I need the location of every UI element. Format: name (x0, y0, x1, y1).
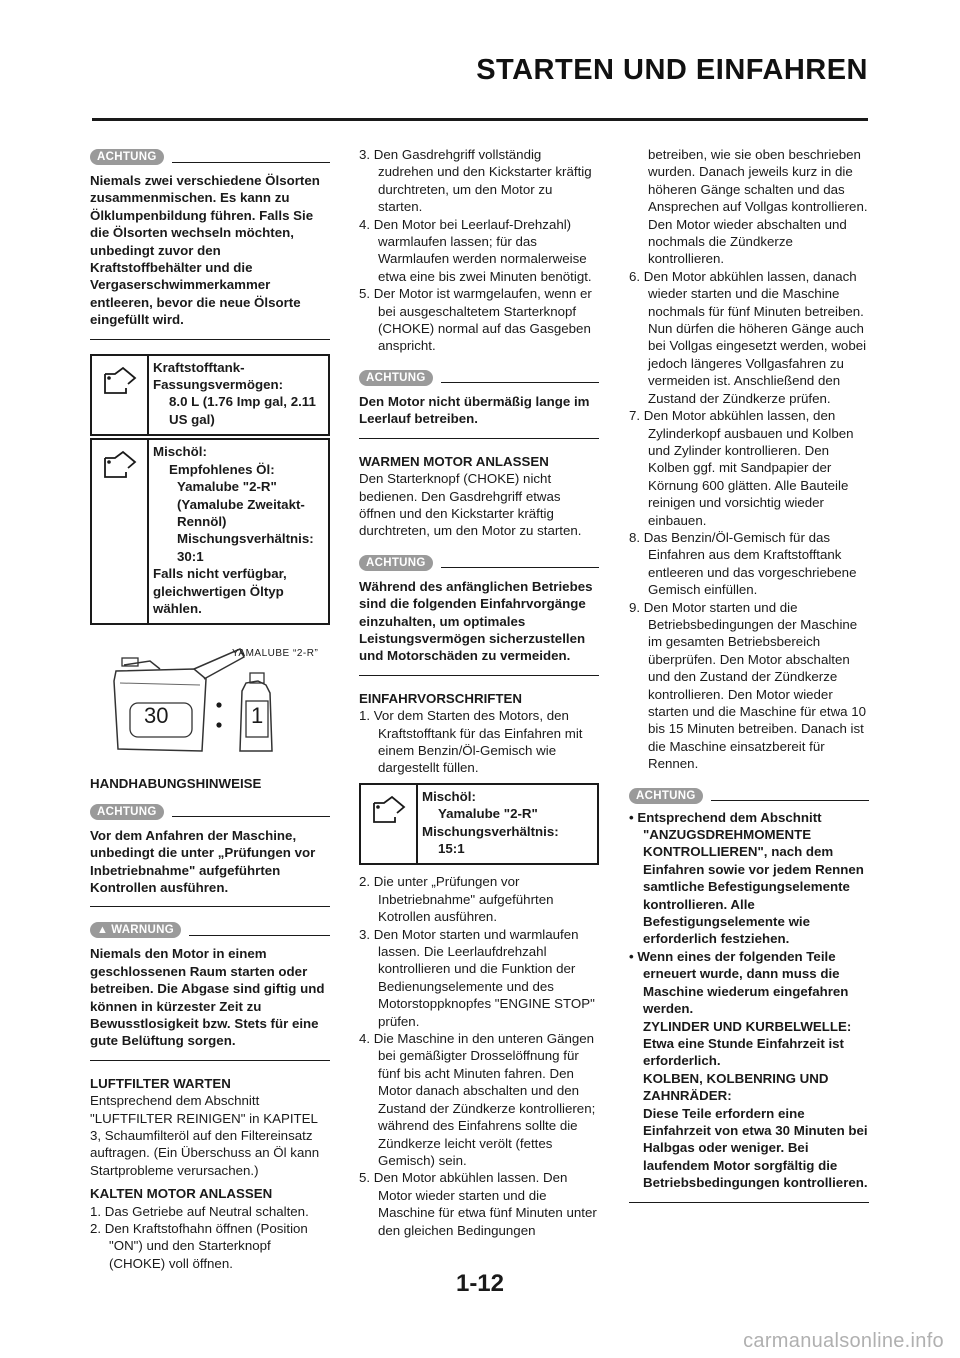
page-number: 1-12 (455, 1270, 505, 1297)
achtung-badge: ACHTUNG (629, 788, 703, 804)
steps-list (359, 707, 599, 777)
achtung-heading (629, 787, 869, 805)
achtung-text: Niemals zwei verschiedene Ölsorten zusammenmischen. Es kann zu Ölklumpenbildung führen. Falls Sie die Ölsorten wechseln möchten, unbedingt zuvor den Kraftstoffbehälter und die Vergaserschwimmerkammer entleeren, bevor die neue Ölsorte eingefüllt wird. (90, 173, 320, 328)
column-right (629, 146, 869, 1217)
steps-list (359, 146, 599, 355)
warnung-badge: ▲ WARNUNG (90, 922, 181, 938)
spec-ratio-label: Mischungsverhältnis: (422, 823, 559, 839)
spec-ratio: Mischungsverhältnis: 30:1 (177, 531, 314, 564)
achtung-text: Den Motor nicht übermäßig lange im Leerlauf betreiben. (359, 393, 590, 427)
figure-oil-part: 1 (251, 703, 264, 729)
list-item: 6. Den Motor abkühlen lassen, danach wieder starten und die Maschine nochmals für fünf Minuten betreiben. Nun dürfen die höheren Gänge auch bei Vollgas eingesetzt werden, wobei jedoch längeres Vollgasfahren zu vermeiden ist. Anschließend den Zustand der Zündkerze prüfen. (629, 268, 867, 406)
spec-alternative: Falls nicht verfügbar, gleichwertigen Öltyp wählen. (153, 566, 287, 616)
list-item: 4. Die Maschine in den unteren Gängen bei gemäßigter Drosselöffnung für fünf bis acht Minuten fahren. Den Motor danach abschalten und den Zustand der Zündkerze kontrollieren; während des Einfahrens sollte die Zündkerze leicht verölt (fettes Gemisch) sein. (359, 1031, 596, 1168)
list-item: • Entsprechend dem Abschnitt "ANZUGSDREHMOMENTE KONTROLLIEREN", nach dem Einfahren sowie vor jedem Rennen samtliche Befestigungselemente kontrollieren. Alle Befestigungselemente wie erforderlich festziehen. (629, 809, 864, 947)
achtung-heading (90, 803, 330, 821)
spec-label: Kraftstofftank-Fassungsvermögen: (153, 359, 284, 393)
sub-note: ZYLINDER UND KURBELWELLE: (643, 1018, 852, 1034)
sub-note: Diese Teile erfordern eine Einfahrzeit von etwa 30 Minuten bei Halbgas oder weniger. Bei laufendem Motor sorgfältig die Betriebsbedingungen kontrollieren. (643, 1105, 868, 1191)
achtung-heading (359, 369, 599, 387)
spec-value: 8.0 L (1.76 Imp gal, 2.11 US gal) (169, 394, 316, 427)
section-title: EINFAHRVORSCHRIFTEN (359, 690, 523, 706)
achtung-badge: ACHTUNG (90, 804, 164, 820)
achtung-text: Während des anfänglichen Betriebes sind die folgenden Einfahrvorgänge einzuhalten, um optimales Leistungsvermögen sicherzustellen und Motorschäden zu vermeiden. (359, 578, 593, 664)
figure-label: YAMALUBE “2-R” (232, 648, 319, 660)
warnung-text: Niemals den Motor in einem geschlossenen Raum starten oder betreiben. Die Abgase sind giftig und können in kürzester Zeit zu Bewusstlosigkeit bzw. Stets für eine gute Belüftung sorgen. (90, 946, 325, 1049)
section-title: WARMEN MOTOR ANLASSEN (359, 453, 549, 469)
steps-list (90, 1203, 330, 1273)
sub-note: KOLBEN, KOLBENRING UND ZAHNRÄDER: (643, 1070, 829, 1104)
title-rule (92, 118, 868, 121)
achtung-heading (359, 554, 599, 572)
spec-box-break-in-mix (359, 783, 599, 866)
page-title: STARTEN UND EINFAHREN (476, 54, 868, 86)
specification-icon (92, 356, 149, 435)
list-item: 3. Den Gasdrehgriff vollständig zudrehen und den Kickstarter kräftig durchtreten, um den Motor zu starten. (359, 147, 592, 215)
spec-sublabel: Empfohlenes Öl: (169, 461, 275, 477)
column-middle (359, 146, 599, 1239)
list-item: 2. Die unter „Prüfungen vor Inbetriebnahme" aufgeführten Kotrollen ausführen. (359, 874, 554, 925)
list-item: 7. Den Motor abkühlen lassen, den Zylinderkopf ausbauen und Kolben und Zylinder kontrollieren. Den Kolben ggf. mit Sandpapier der Körnung 600 glätten. Alle Bauteile reinigen und vorsichtig wieder einbauen. (629, 408, 854, 528)
steps-list (359, 873, 599, 1239)
section-title: LUFTFILTER WARTEN (90, 1075, 231, 1091)
figure-fuel-part: 30 (144, 703, 169, 729)
achtung-text: Vor dem Anfahren der Maschine, unbedingt die unter „Prüfungen vor Inbetriebnahme" aufgeführten Kontrollen ausführen. (90, 827, 316, 895)
list-item: 2. Den Kraftstofhahn öffnen (Position "ON") und den Starterknopf (CHOKE) voll öffnen. (90, 1221, 308, 1271)
achtung-badge: ACHTUNG (90, 149, 164, 165)
achtung-badge: ACHTUNG (359, 555, 433, 571)
section-title: HANDHABUNGSHINWEISE (90, 776, 262, 792)
list-continuation: betreiben, wie sie oben beschrieben wurden. Danach jeweils kurz in die höheren Gänge schalten und das Ansprechen auf Vollgas kontrollieren. Den Motor wieder abschalten und nochmals die Zündkerze kontrollieren. (648, 147, 868, 267)
spec-ratio: 15:1 (438, 841, 465, 856)
spec-label: Mischöl: (422, 788, 476, 804)
section-text: Entsprechend dem Abschnitt "LUFTFILTER REINIGEN" in KAPITEL 3, Schaumfilteröl auf den Filtereinsatz auftragen. (Ein Überschuss an Öl kann Startprobleme verursachen.) (90, 1093, 320, 1178)
specification-icon (92, 440, 149, 623)
warning-triangle-icon: ▲ (97, 924, 109, 937)
list-item: 3. Den Motor starten und warmlaufen lassen. Die Leerlaufdrehzahl kontrollieren und die Funktion der Bedienungselemente und des Motorstoppknopfes "ENGINE STOP" prüfen. (359, 926, 595, 1029)
section-text: Den Starterknopf (CHOKE) nicht bedienen. Den Gasdrehgriff etwas öffnen und den Kickstarter kräftig durchtreten, um den Motor zu starten. (359, 471, 582, 539)
list-item: • Wenn eines der folgenden Teile erneuert wurde, dann muss die Maschine wiederum eingefahren werden. ZYLINDER UND KURBELWELLE: Etwa eine Stunde Einfahrzeit ist erforderlich. KOLBEN, KOLBENRING UND ZAHNRÄDER: Diese Teile erfordern eine Einfahrzeit von etwa 30 Minuten bei Halbgas oder weniger. Bei laufendem Motor sorgfältig die Betriebsbedingungen kontrollieren. (629, 948, 868, 1191)
list-item: 5. Der Motor ist warmgelaufen, wenn er bei ausgeschaltetem Starterknopf (CHOKE) normal auf das Gasgeben anspricht. (359, 286, 592, 354)
spec-box-mix-oil (90, 438, 330, 625)
column-left (90, 146, 330, 1272)
list-item: 4. Den Motor bei Leerlauf-Drehzahl) warmlaufen lassen; für das Warmlaufen werden normalerweise etwa eine bis zwei Minuten benötigt. (359, 216, 592, 284)
section-title: KALTEN MOTOR ANLASSEN (90, 1186, 273, 1202)
list-item: 5. Den Motor abkühlen lassen. Den Motor wieder starten und die Maschine für etwa fünf Minuten unter den gleichen Bedingungen (359, 1170, 597, 1238)
warnung-heading (90, 921, 330, 939)
spec-label: Mischöl: (153, 444, 207, 460)
watermark: carmanualsonline.info (743, 1330, 944, 1352)
sub-note: Etwa eine Stunde Einfahrzeit ist erforderlich. (643, 1035, 844, 1069)
list-item: 1. Das Getriebe auf Neutral schalten. (90, 1203, 309, 1219)
achtung-heading (90, 148, 330, 166)
bullet-list (629, 809, 869, 1192)
list-item: 1. Vor dem Starten des Motors, den Kraftstofftank für das Einfahren mit einem Benzin/Öl-Gemisch wie dargestellt füllen. (359, 708, 583, 776)
specification-icon (361, 785, 418, 864)
mix-ratio-figure (90, 643, 330, 761)
steps-list (629, 268, 869, 773)
achtung-badge: ACHTUNG (359, 370, 433, 386)
list-item: 9. Den Motor starten und die Betriebsbedingungen der Maschine im gesamten Betriebsbereich überprüfen. Den Motor abschalten und den Zustand der Zündkerze kontrollieren. Den Motor wieder starten und die Maschine für etwa 10 bis 15 Minuten betreiben. Danach ist die Maschine einsatzbereit für Rennen. (629, 599, 867, 772)
spec-oil: Yamalube "2-R" (Yamalube Zweitakt-Rennöl) (177, 479, 305, 529)
list-item: 8. Das Benzin/Öl-Gemisch für das Einfahren aus dem Kraftstofftank entleeren und das vorgeschriebene Gemisch einfüllen. (629, 529, 857, 598)
spec-box-tank-capacity (90, 354, 330, 437)
spec-oil: Yamalube "2-R" (438, 806, 538, 822)
